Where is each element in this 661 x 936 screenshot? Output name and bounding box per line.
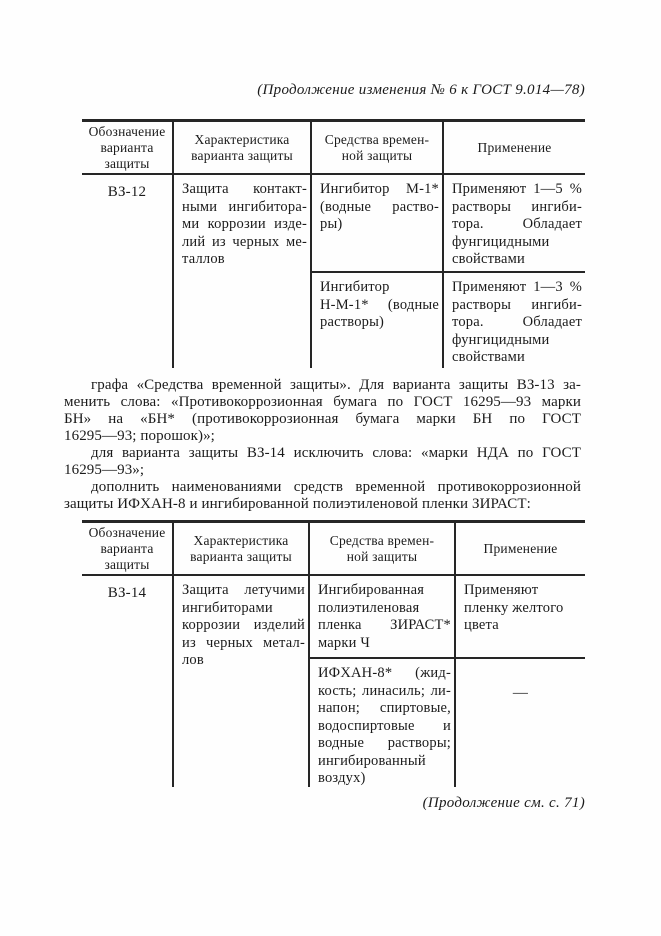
amendment-text-block [64,377,581,513]
continuation-footer-note: (Продолжение см. с. 71) [422,795,585,811]
t1-col-header-application: Применение [442,122,585,175]
amendment-paragraph-1: графа «Средства временной защиты». Для варианта защиты ВЗ-13 за- менить слова: «Противокоррозионная бумага по ГОСТ 16295—93 марки БН» на «БН* (противокоррозионная бумага марки БН по ГОСТ 16295—93; порошок)»; [64,377,581,444]
t1-application-cell-2: Применяют 1—3 % растворы ингиби- тора. Обладает фунгицидными свойствами [442,271,585,368]
t1-means-cell-2: Ингибитор Н-М-1* (водные растворы) [310,271,442,368]
t2-means-cell-2: ИФХАН-8* (жид- кость; линасиль; ли- напон; спиртовые, водоспиртовые и водные растворы; ингибированный воздух) [308,657,454,787]
t1-col-header-means: Средства времен- ной защиты [310,122,442,175]
t2-col-header-means: Средства времен- ной защиты [308,523,454,576]
t2-variant-code: ВЗ-14 [107,585,147,601]
t1-means-cell-1: Ингибитор М-1* (водные раство- ры) [310,175,442,271]
t1-variant-characteristic: Защита контакт- ными ингибитора- ми коррозии изде- лий из черных ме- таллов [172,175,310,368]
t2-application-cell-1: Применяют пленку желтого цвета [454,576,585,657]
t2-means-cell-1: Ингибированная полиэтиленовая пленка ЗИРАСТ* марки Ч [308,576,454,657]
t1-col-header-characteristic: Характеристика варианта защиты [172,122,310,175]
t2-col-header-characteristic: Характеристика варианта защиты [172,523,308,576]
amendment-paragraph-3: дополнить наименованиями средств временной противокоррозионной защиты ИФХАН-8 и ингибированной полиэтиленовой пленки ЗИРАСТ: [64,479,581,512]
continuation-header-note: (Продолжение изменения № 6 к ГОСТ 9.014—78) [257,82,585,98]
t2-application-cell-2-dash: — [454,657,585,787]
t2-col-header-application: Применение [454,523,585,576]
t2-variant-characteristic: Защита летучими ингибиторами коррозии изделий из черных метал- лов [172,576,308,787]
protection-variants-table-1 [82,119,585,368]
t2-col-header-designation: Обозначение варианта защиты [82,523,172,576]
amendment-paragraph-2: для варианта защиты ВЗ-14 исключить слова: «марки НДА по ГОСТ 16295—93»; [64,445,581,478]
t1-application-cell-1: Применяют 1—5 % растворы ингиби- тора. Обладает фунгицидными свойствами [442,175,585,271]
t1-variant-code: ВЗ-12 [107,184,147,200]
t1-col-header-designation: Обозначение варианта защиты [82,122,172,175]
protection-variants-table-2 [82,520,585,787]
